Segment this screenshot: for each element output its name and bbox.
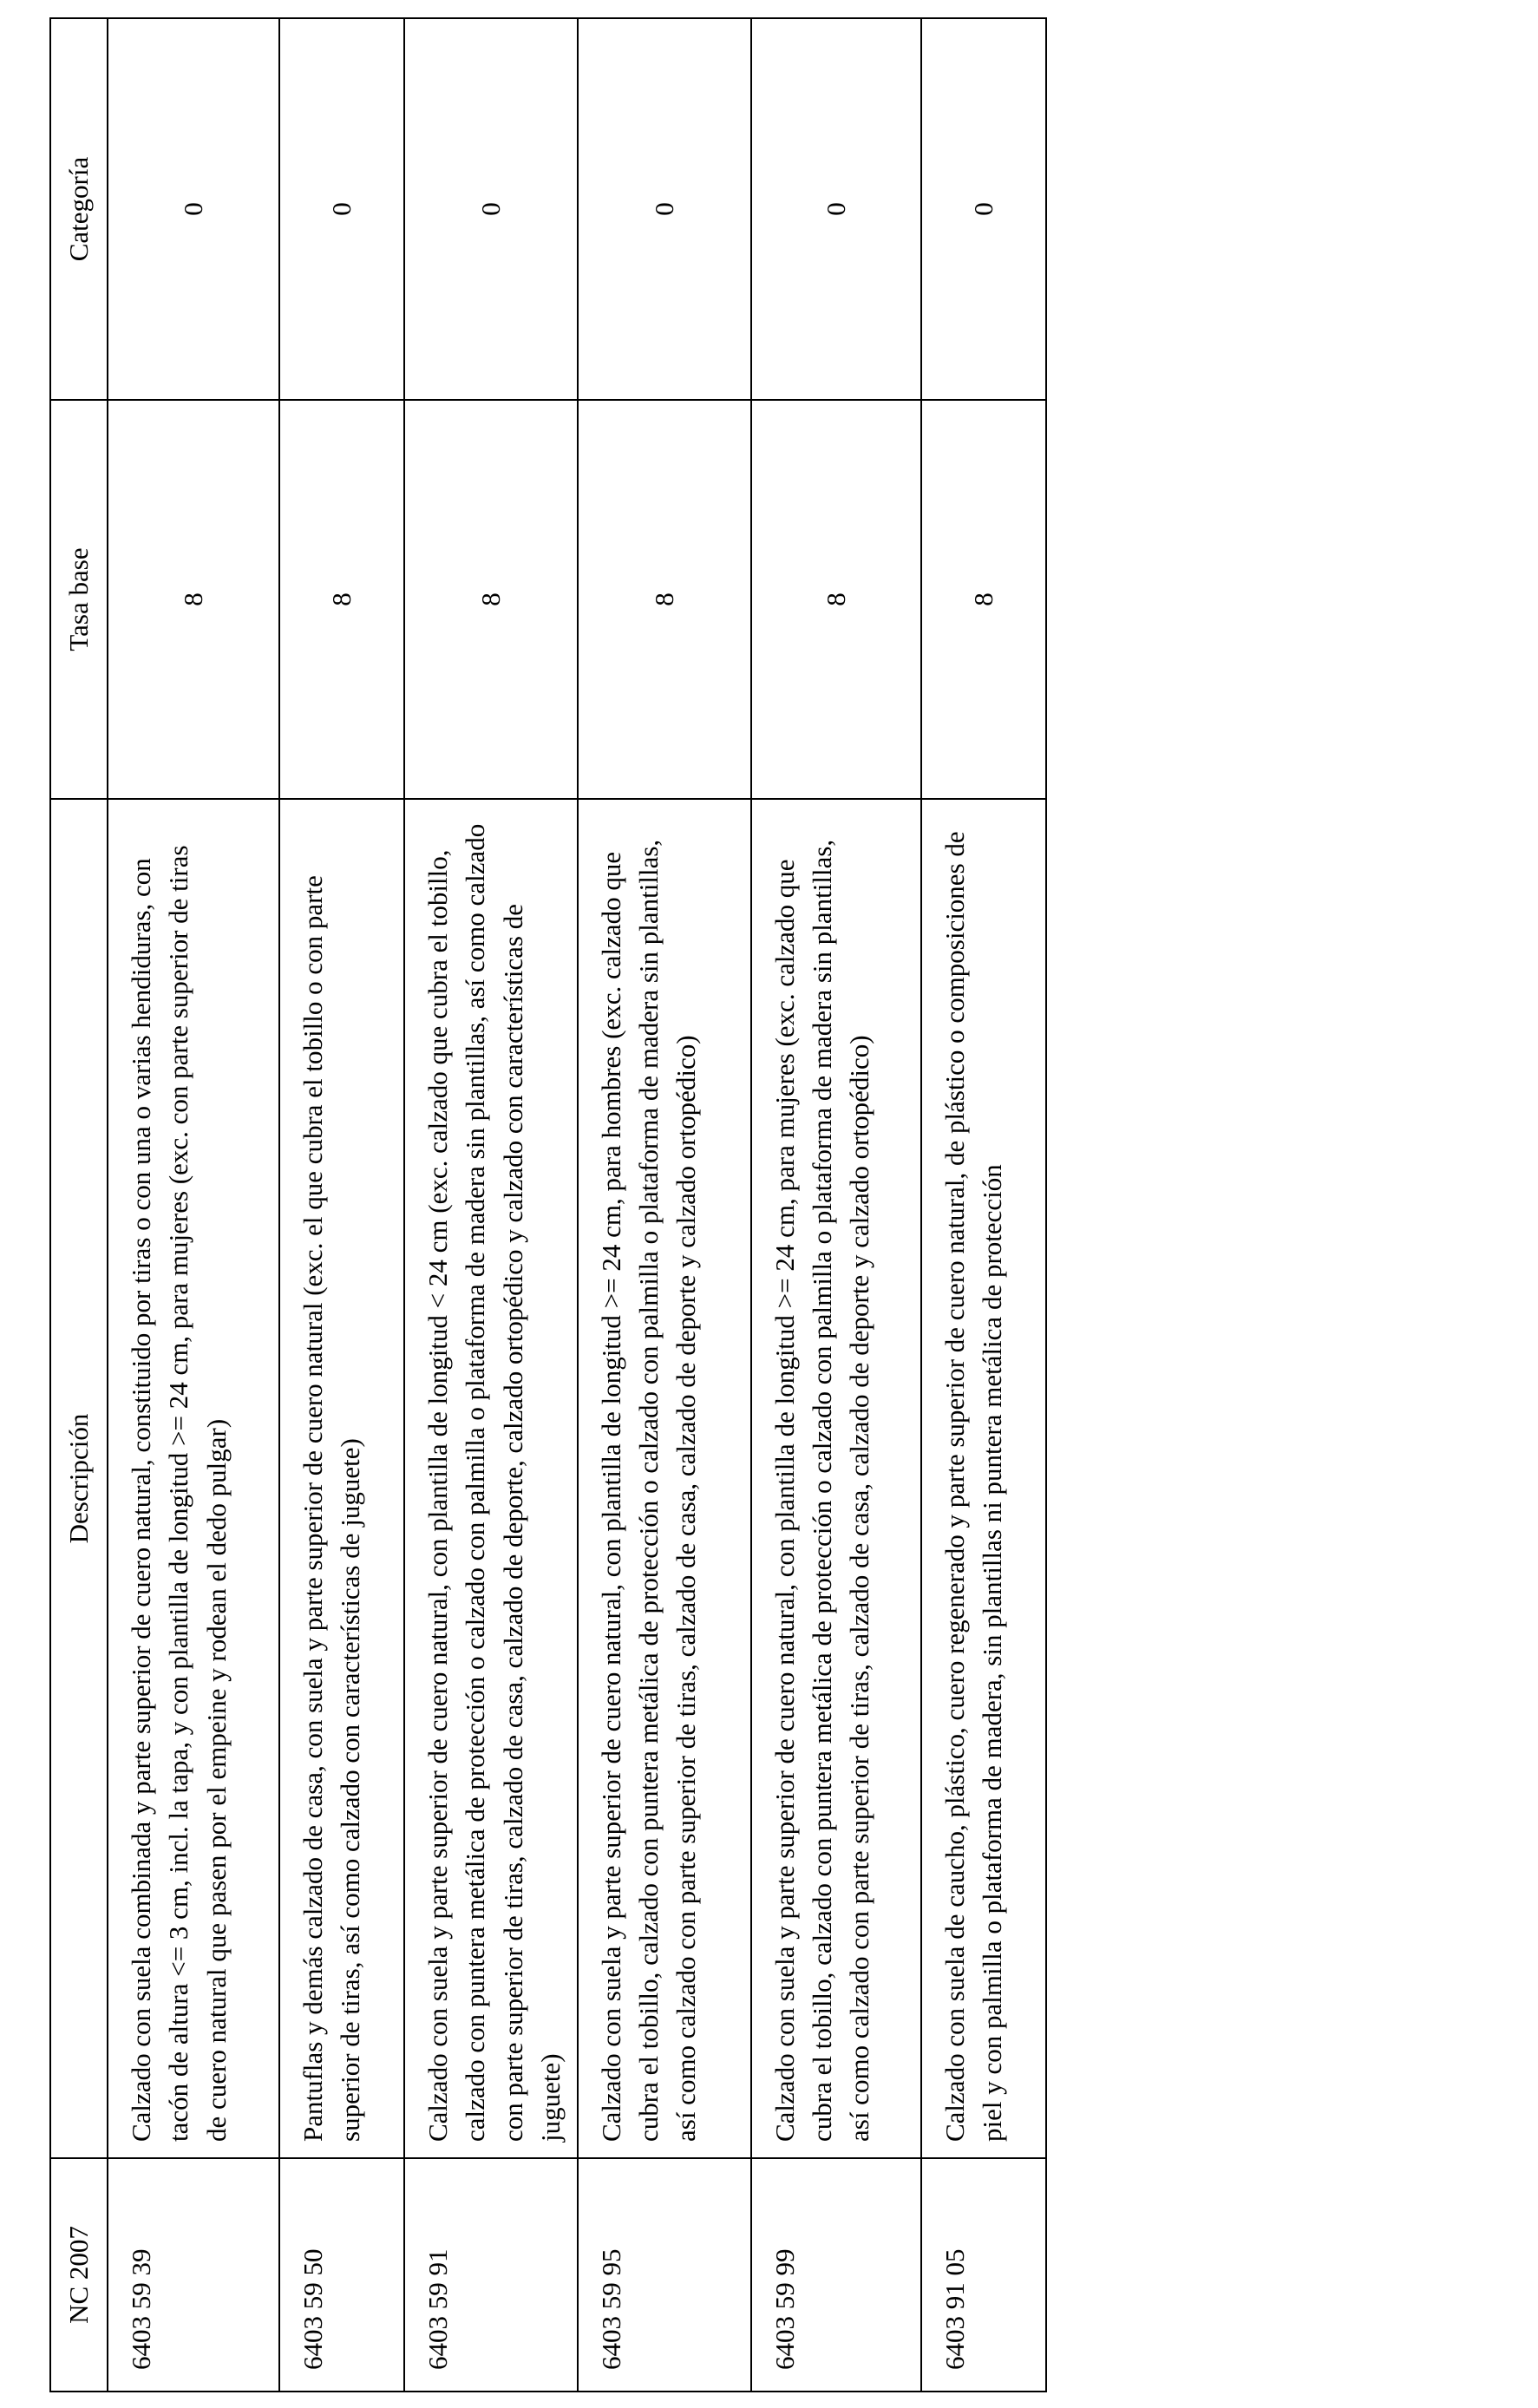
cell-base-rate: 8 xyxy=(578,400,751,799)
cell-category: 0 xyxy=(921,18,1046,400)
cell-base-rate: 8 xyxy=(921,400,1046,799)
cell-base-rate: 8 xyxy=(404,400,578,799)
cell-description: Calzado con suela y parte superior de cuero natural, con plantilla de longitud >= 24 cm, para hombres (exc. calzado que cubra el tobillo, calzado con puntera metálica de protección o calzado con palmilla o plataforma de madera sin plantillas, así como calzado con parte superior de tiras, calzado de casa, calzado de deporte y calzado ortopédico) xyxy=(578,799,751,2158)
cell-description: Calzado con suela de caucho, plástico, cuero regenerado y parte superior de cuero natural, de plástico o composiciones de piel y con palmilla o plataforma de madera, sin plantillas ni puntera metálica de protección xyxy=(921,799,1046,2158)
cell-category: 0 xyxy=(108,18,279,400)
cell-code: 6403 59 95 xyxy=(578,2158,751,2392)
cell-code: 6403 59 39 xyxy=(108,2158,279,2392)
cell-code: 6403 59 50 xyxy=(279,2158,404,2392)
cell-code: 6403 59 99 xyxy=(751,2158,921,2392)
table-header xyxy=(50,18,108,2392)
table-row xyxy=(751,18,921,2392)
header-row xyxy=(50,18,108,2392)
cell-category: 0 xyxy=(578,18,751,400)
cell-category: 0 xyxy=(751,18,921,400)
cell-description: Pantuflas y demás calzado de casa, con suela y parte superior de cuero natural (exc. el que cubra el tobillo o con parte superior de tiras, así como calzado con características de juguete) xyxy=(279,799,404,2158)
header-description: Descripción xyxy=(50,799,108,2158)
table-row xyxy=(108,18,279,2392)
cell-base-rate: 8 xyxy=(751,400,921,799)
cell-code: 6403 59 91 xyxy=(404,2158,578,2392)
cell-description: Calzado con suela combinada y parte superior de cuero natural, constituido por tiras o con una o varias hendiduras, con tacón de altura <= 3 cm, incl. la tapa, y con plantilla de longitud >= 24 cm, para mujeres (exc. con parte superior de tiras de cuero natural que pasen por el empeine y rodean el dedo pulgar) xyxy=(108,799,279,2158)
table-row xyxy=(279,18,404,2392)
header-base-rate: Tasa base xyxy=(50,400,108,799)
cell-description: Calzado con suela y parte superior de cuero natural, con plantilla de longitud >= 24 cm, para mujeres (exc. calzado que cubra el tobillo, calzado con puntera metálica de protección o calzado con palmilla o plataforma de madera sin plantillas, así como calzado con parte superior de tiras, calzado de casa, calzado de deporte y calzado ortopédico) xyxy=(751,799,921,2158)
table-row xyxy=(921,18,1046,2392)
table-row xyxy=(578,18,751,2392)
header-category: Categoría xyxy=(50,18,108,400)
cell-base-rate: 8 xyxy=(279,400,404,799)
cell-code: 6403 91 05 xyxy=(921,2158,1046,2392)
rotated-page xyxy=(49,19,1007,2392)
cell-base-rate: 8 xyxy=(108,400,279,799)
cell-category: 0 xyxy=(404,18,578,400)
tariff-table xyxy=(49,17,1047,2392)
cell-category: 0 xyxy=(279,18,404,400)
table-row xyxy=(404,18,578,2392)
cell-description: Calzado con suela y parte superior de cuero natural, con plantilla de longitud < 24 cm (exc. calzado que cubra el tobillo, calzado con puntera metálica de protección o calzado con palmilla o plataforma de madera sin plantillas, así como calzado con parte superior de tiras, calzado de casa, calzado de deporte, calzado ortopédico y calzado con características de juguete) xyxy=(404,799,578,2158)
header-code: NC 2007 xyxy=(50,2158,108,2392)
table-body xyxy=(108,18,1046,2392)
